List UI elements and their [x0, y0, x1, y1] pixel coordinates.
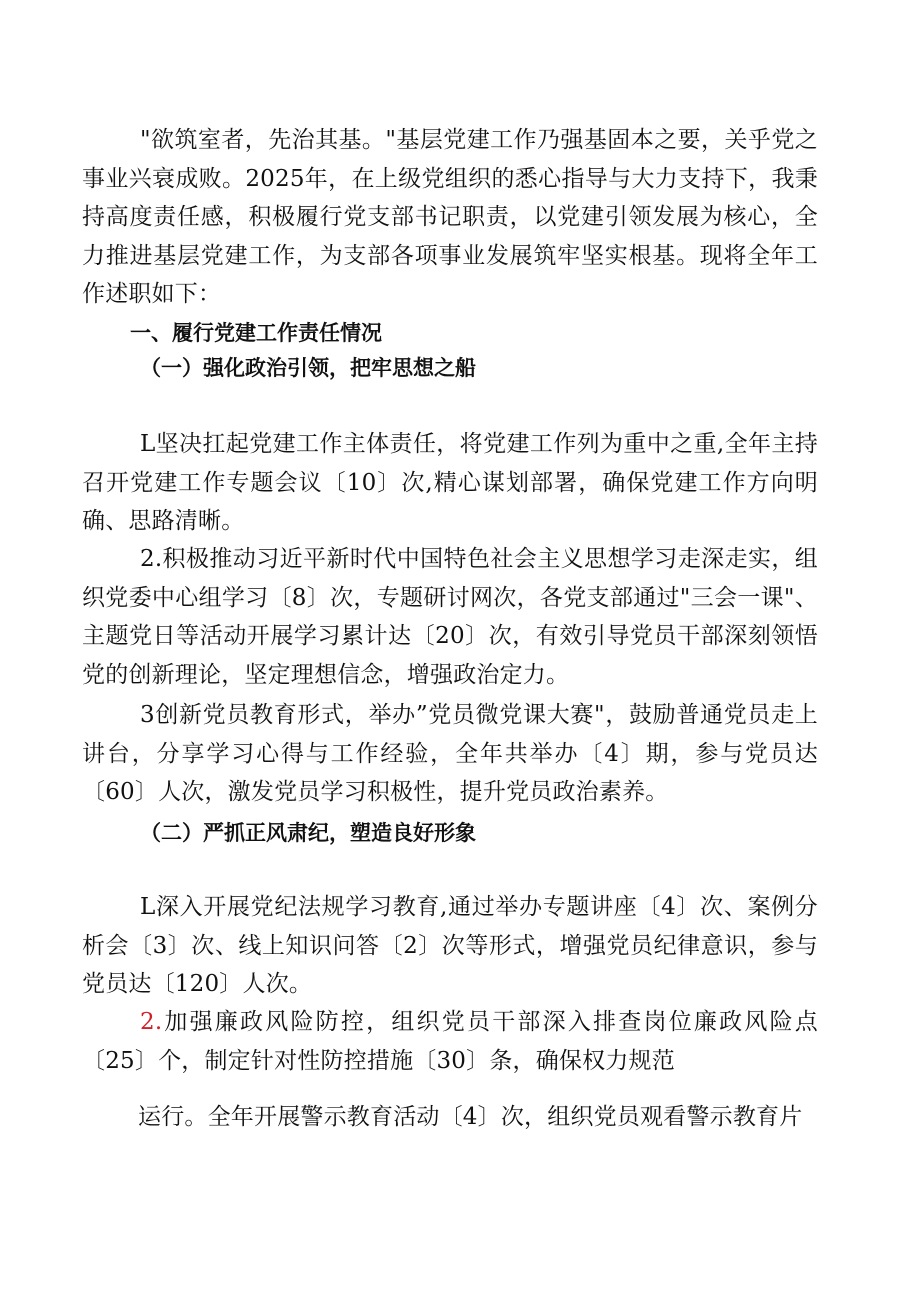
sub1-item-3: [82, 696, 818, 812]
sub2-item-1-text: L深入开展党纪法规学习教育,通过举办专题讲座〔4〕次、案例分析会〔3〕次、线上知识问答〔2〕次等形式，增强党员纪律意识，参与党员达〔120〕人次。: [82, 894, 818, 997]
sub1-item-2-text: 2.积极推动习近平新时代中国特色社会主义思想学习走深走实，组织党委中心组学习〔8〕次，专题研讨网次，各党支部通过"三会一课"、主题党日等活动开展学习累计达〔20〕次，有效引导党员干部深刻领悟党的创新理论，坚定理想信念，增强政治定力。: [82, 546, 818, 688]
sub1-item-3-text: 3创新党员教育形式，举办”党员微党课大赛"，鼓励普通党员走上讲台，分享学习心得与工作经验，全年共举办〔4〕期，参与党员达〔60〕人次，激发党员学习积极性，提升党员政治素养。: [82, 702, 818, 805]
sub1-item-2: [82, 540, 818, 694]
subsection-heading-1: （一）强化政治引领，把牢思想之船: [140, 356, 476, 380]
sub2-item-3-text: 运行。全年开展警示教育活动〔4〕次，组织党员观看警示教育片: [138, 1104, 803, 1130]
sub2-item-1: [82, 888, 818, 1004]
intro-paragraph: [82, 121, 818, 314]
subsection-heading-2: （二）严抓正风肃纪，塑造良好形象: [140, 821, 476, 845]
sub1-item-1: [82, 425, 818, 541]
sub2-item-2: [82, 1003, 818, 1080]
sub2-item-2-number: 2.: [140, 1009, 163, 1035]
intro-text: "欲筑室者，先治其基。"基层党建工作乃强基固本之要，关乎党之事业兴衰成败。2025年，在上级党组织的悉心指导与大力支持下，我秉持高度责任感，积极履行党支部书记职责，以党建引领发展为核心，全力推进基层党建工作，为支部各项事业发展筑牢坚实根基。现将全年工作述职如下：: [82, 127, 818, 307]
section-heading-1: 一、履行党建工作责任情况: [130, 321, 382, 345]
sub2-item-2-text: 加强廉政风险防控，组织党员干部深入排查岗位廉政风险点〔25〕个，制定针对性防控措施〔30〕条，确保权力规范: [82, 1009, 818, 1074]
sub2-item-3: [138, 1098, 828, 1137]
sub1-item-1-text: L坚决扛起党建工作主体责任，将党建工作列为重中之重,全年主持召开党建工作专题会议〔10〕次,精心谋划部署，确保党建工作方向明确、思路清晰。: [82, 431, 818, 534]
